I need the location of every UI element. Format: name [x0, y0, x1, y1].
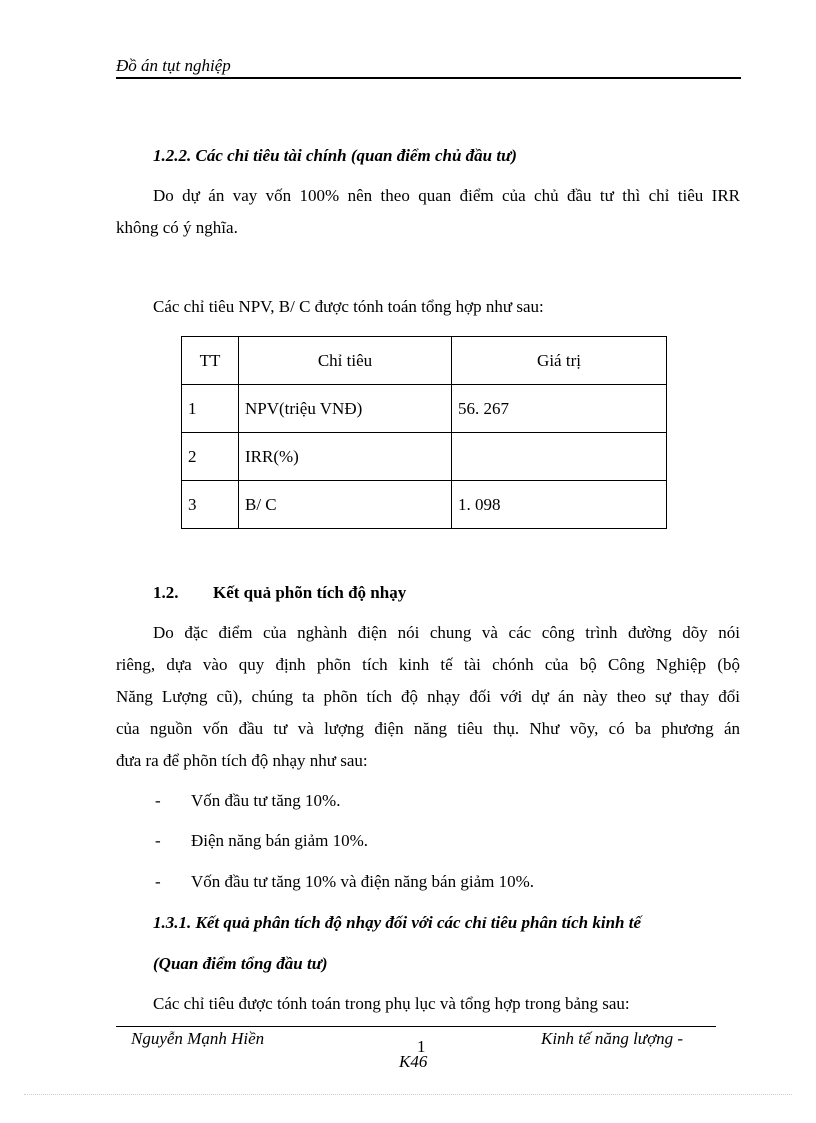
section-131-intro: Các chỉ tiêu được tónh toán trong phụ lục và tổng hợp trong bảng sau:: [153, 994, 630, 1013]
cell-tt: 2: [182, 433, 239, 481]
cell-indicator: IRR(%): [239, 433, 452, 481]
cell-tt: 3: [182, 481, 239, 529]
table-header-row: [182, 337, 667, 385]
section-122-heading: 1.2.2. Các chỉ tiêu tài chính (quan điểm chủ đầu tư): [153, 146, 517, 165]
page-bottom-separator: [24, 1094, 792, 1095]
section-12-line2: riêng, dựa vào quy định phõn tích kinh tế tài chónh của bộ Công Nghiệp (bộ: [116, 655, 740, 674]
footer-author: Nguyễn Mạnh Hiền: [131, 1029, 265, 1048]
table-row: [182, 481, 667, 529]
bullet-mark: -: [155, 831, 161, 850]
section-12-title: Kết quả phõn tích độ nhạy: [213, 583, 407, 602]
header-cell-indicator: Chỉ tiêu: [239, 337, 452, 385]
cell-indicator: B/ C: [239, 481, 452, 529]
bullet-item: Điện năng bán giảm 10%.: [191, 831, 369, 850]
section-12-number: 1.2.: [153, 583, 179, 602]
bullet-mark: -: [155, 791, 161, 810]
footer-rule: [116, 1026, 716, 1027]
section-12-line4: của nguồn vốn đầu tư và lượng điện năng tiêu thụ. Như võy, có ba phương án: [116, 719, 740, 738]
financial-indicators-table: [181, 336, 667, 529]
header-cell-tt: TT: [182, 337, 239, 385]
section-122-para-line1: Do dự án vay vốn 100% nên theo quan điểm của chủ đầu tư thì chỉ tiêu IRR: [153, 186, 740, 205]
section-12-line5: đưa ra để phõn tích độ nhạy như sau:: [116, 751, 368, 770]
section-131-heading-line1: 1.3.1. Kết quả phân tích độ nhạy đối với các chỉ tiêu phân tích kinh tế: [153, 913, 642, 932]
header-cell-value: Giá trị: [452, 337, 667, 385]
cell-indicator: NPV(triệu VNĐ): [239, 385, 452, 433]
cell-tt: 1: [182, 385, 239, 433]
footer-department: Kinh tế năng lượng -: [541, 1029, 684, 1048]
table-row: [182, 433, 667, 481]
bullet-item: Vốn đầu tư tăng 10%.: [191, 791, 341, 810]
cell-value: [452, 433, 667, 481]
section-12-line1: Do đặc điểm của nghành điện nói chung và các công trình đường dõy nói: [153, 623, 740, 642]
table-intro: Các chỉ tiêu NPV, B/ C được tónh toán tổng hợp như sau:: [153, 297, 544, 316]
cell-value: 56. 267: [452, 385, 667, 433]
page-header-title: Đồ án tụt nghiệp: [116, 56, 231, 75]
table-row: [182, 385, 667, 433]
footer-page-number: 1: [417, 1037, 426, 1056]
section-122-para-line2: không có ý nghĩa.: [116, 218, 238, 237]
section-131-heading-line2: (Quan điểm tổng đầu tư): [153, 954, 328, 973]
section-12-line3: Năng Lượng cũ), chúng ta phõn tích độ nhạy đối với dự án này theo sự thay đổi: [116, 687, 740, 706]
cell-value: 1. 098: [452, 481, 667, 529]
bullet-item: Vốn đầu tư tăng 10% và điện năng bán giảm 10%.: [191, 872, 534, 891]
bullet-mark: -: [155, 872, 161, 891]
header-rule: [116, 77, 741, 79]
footer-class: K46: [399, 1052, 428, 1071]
